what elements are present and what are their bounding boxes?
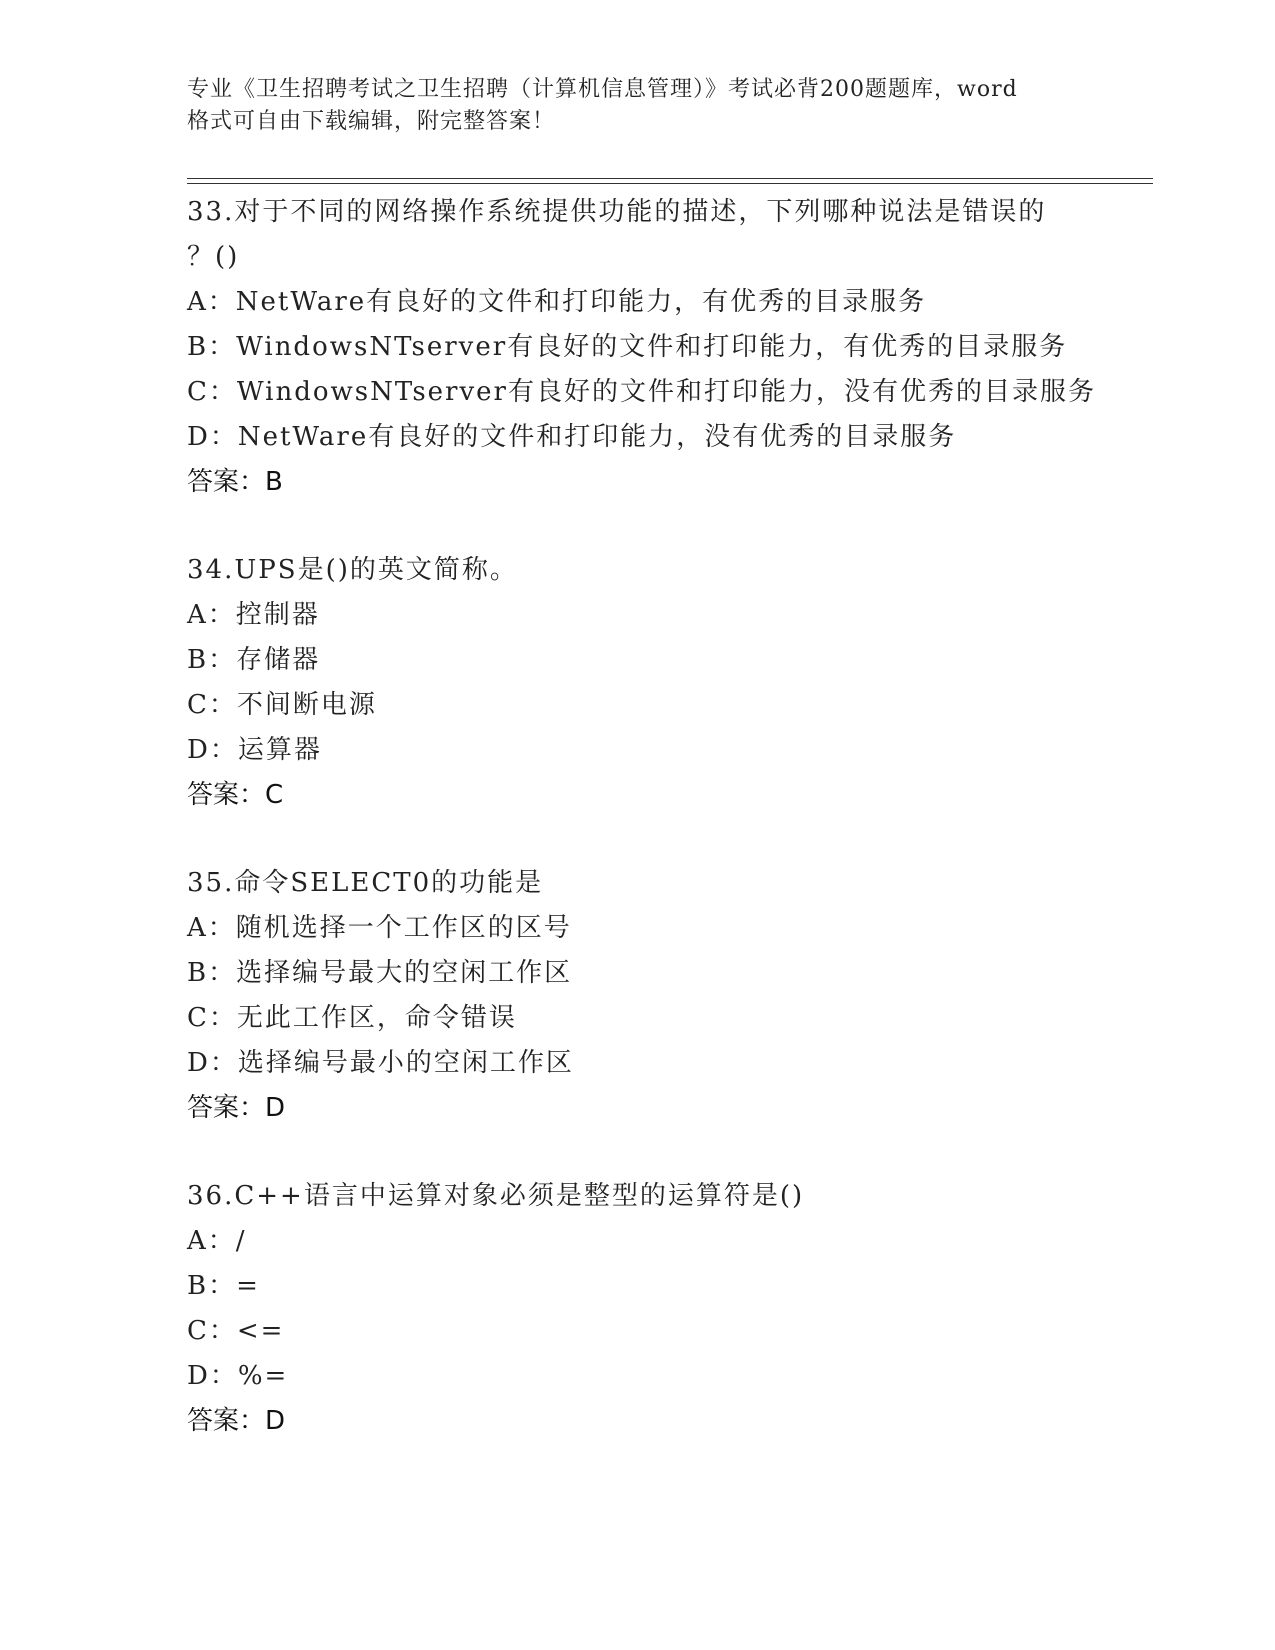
option-d: D：选择编号最小的空闲工作区 bbox=[187, 1048, 574, 1078]
question-35 bbox=[187, 861, 1153, 1131]
question-stem-continued: ？() bbox=[187, 242, 240, 272]
answer-key: 答案：C bbox=[187, 780, 284, 810]
header-divider-top bbox=[187, 178, 1153, 179]
answer-key: 答案：B bbox=[187, 467, 283, 497]
option-c: C：WindowsNTserver有良好的文件和打印能力，没有优秀的目录服务 bbox=[187, 377, 1096, 407]
header-divider-bottom bbox=[187, 183, 1153, 184]
option-b: B：存储器 bbox=[187, 645, 321, 675]
option-c: C：无此工作区，命令错误 bbox=[187, 1003, 517, 1033]
option-b: B：= bbox=[187, 1271, 260, 1301]
header-title-line-1: 专业《卫生招聘考试之卫生招聘（计算机信息管理）》考试必背200题题库，word bbox=[187, 77, 1018, 102]
option-c: C：不间断电源 bbox=[187, 690, 377, 720]
question-34 bbox=[187, 548, 1153, 818]
option-d: D：%= bbox=[187, 1361, 289, 1391]
answer-key: 答案：D bbox=[187, 1406, 286, 1436]
option-a: A：/ bbox=[187, 1226, 247, 1256]
question-stem: 36.C++语言中运算对象必须是整型的运算符是() bbox=[187, 1181, 805, 1211]
question-stem: 33.对于不同的网络操作系统提供功能的描述，下列哪种说法是错误的 bbox=[187, 197, 1047, 227]
question-stem: 34.UPS是()的英文简称。 bbox=[187, 555, 518, 585]
option-c: C：<= bbox=[187, 1316, 285, 1346]
header-title-line-2: 格式可自由下载编辑，附完整答案！ bbox=[187, 109, 556, 134]
option-b: B：WindowsNTserver有良好的文件和打印能力，有优秀的目录服务 bbox=[187, 332, 1068, 362]
question-36 bbox=[187, 1174, 1153, 1444]
question-stem: 35.命令SELECT0的功能是 bbox=[187, 868, 544, 898]
answer-key: 答案：D bbox=[187, 1093, 286, 1123]
option-a: A：控制器 bbox=[187, 600, 320, 630]
option-a: A：NetWare有良好的文件和打印能力，有优秀的目录服务 bbox=[187, 287, 927, 317]
question-list bbox=[187, 190, 1153, 1487]
option-b: B：选择编号最大的空闲工作区 bbox=[187, 958, 573, 988]
question-33 bbox=[187, 190, 1153, 505]
document-header bbox=[187, 74, 1087, 138]
option-d: D：NetWare有良好的文件和打印能力，没有优秀的目录服务 bbox=[187, 422, 957, 452]
option-d: D：运算器 bbox=[187, 735, 322, 765]
option-a: A：随机选择一个工作区的区号 bbox=[187, 913, 572, 943]
